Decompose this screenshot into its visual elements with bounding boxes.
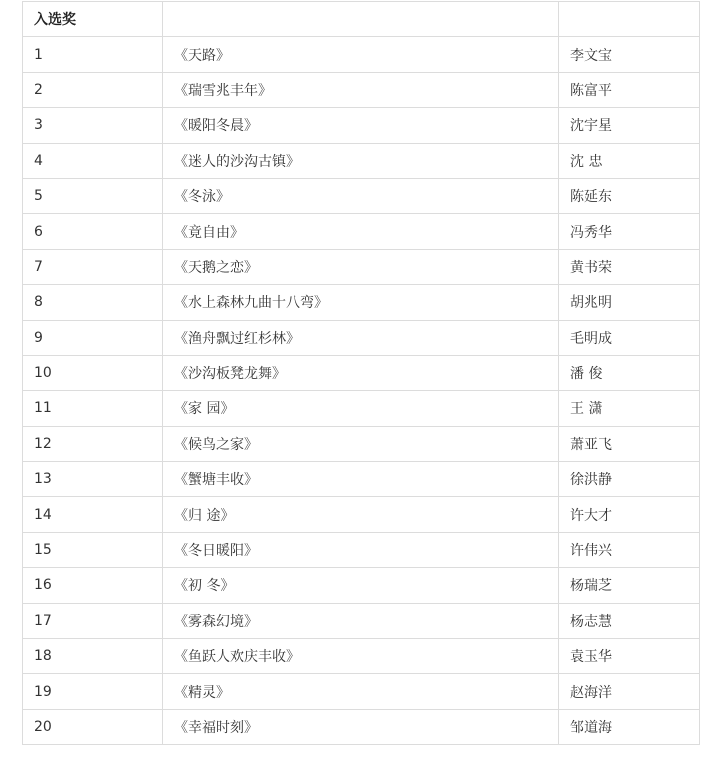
entry-author: 萧亚飞 (559, 426, 700, 461)
entry-number: 18 (23, 639, 163, 674)
entry-number: 9 (23, 320, 163, 355)
entry-author: 潘 俊 (559, 355, 700, 390)
entry-number: 1 (23, 37, 163, 72)
entry-author: 徐洪静 (559, 462, 700, 497)
entry-number: 4 (23, 143, 163, 178)
table-row (23, 108, 700, 143)
entry-title: 《水上森林九曲十八弯》 (163, 285, 559, 320)
table-row (23, 214, 700, 249)
table-row (23, 37, 700, 72)
entry-number: 2 (23, 72, 163, 107)
entry-number: 11 (23, 391, 163, 426)
table-header-row (23, 2, 700, 37)
table-row (23, 249, 700, 284)
entry-number: 16 (23, 568, 163, 603)
entry-author: 许伟兴 (559, 532, 700, 567)
table-row (23, 462, 700, 497)
award-table (22, 1, 700, 745)
entry-number: 13 (23, 462, 163, 497)
entry-title: 《迷人的沙沟古镇》 (163, 143, 559, 178)
entry-author: 黄书荣 (559, 249, 700, 284)
entry-number: 3 (23, 108, 163, 143)
entry-author: 袁玉华 (559, 639, 700, 674)
entry-number: 12 (23, 426, 163, 461)
entry-title: 《鱼跃人欢庆丰收》 (163, 639, 559, 674)
entry-author: 毛明成 (559, 320, 700, 355)
table-body (23, 2, 700, 745)
table-row (23, 178, 700, 213)
header-award-category: 入选奖 (23, 2, 163, 37)
table-row (23, 143, 700, 178)
entry-title: 《竟自由》 (163, 214, 559, 249)
header-empty-cell-title (163, 2, 559, 37)
entry-number: 7 (23, 249, 163, 284)
entry-title: 《初 冬》 (163, 568, 559, 603)
table-row (23, 355, 700, 390)
entry-title: 《瑞雪兆丰年》 (163, 72, 559, 107)
entry-number: 15 (23, 532, 163, 567)
entry-title: 《冬泳》 (163, 178, 559, 213)
table-row (23, 285, 700, 320)
entry-title: 《家 园》 (163, 391, 559, 426)
entry-title: 《沙沟板凳龙舞》 (163, 355, 559, 390)
table-row (23, 674, 700, 709)
entry-number: 19 (23, 674, 163, 709)
table-row (23, 709, 700, 744)
entry-author: 陈延东 (559, 178, 700, 213)
entry-number: 20 (23, 709, 163, 744)
entry-author: 赵海洋 (559, 674, 700, 709)
entry-author: 许大才 (559, 497, 700, 532)
entry-author: 李文宝 (559, 37, 700, 72)
entry-author: 冯秀华 (559, 214, 700, 249)
entry-number: 5 (23, 178, 163, 213)
entry-title: 《天鹅之恋》 (163, 249, 559, 284)
entry-title: 《渔舟飘过红杉林》 (163, 320, 559, 355)
table-row (23, 72, 700, 107)
entry-author: 沈 忠 (559, 143, 700, 178)
entry-title: 《精灵》 (163, 674, 559, 709)
entry-author: 王 潇 (559, 391, 700, 426)
table-row (23, 497, 700, 532)
entry-title: 《候鸟之家》 (163, 426, 559, 461)
entry-author: 沈宇星 (559, 108, 700, 143)
entry-number: 17 (23, 603, 163, 638)
entry-title: 《天路》 (163, 37, 559, 72)
entry-title: 《冬日暖阳》 (163, 532, 559, 567)
entry-title: 《雾森幻境》 (163, 603, 559, 638)
entry-number: 10 (23, 355, 163, 390)
entry-title: 《归 途》 (163, 497, 559, 532)
entry-title: 《暖阳冬晨》 (163, 108, 559, 143)
table-row (23, 568, 700, 603)
entry-author: 胡兆明 (559, 285, 700, 320)
table-row (23, 532, 700, 567)
entry-author: 杨瑞芝 (559, 568, 700, 603)
table-row (23, 320, 700, 355)
entry-author: 陈富平 (559, 72, 700, 107)
entry-number: 14 (23, 497, 163, 532)
entry-number: 6 (23, 214, 163, 249)
entry-author: 邹道海 (559, 709, 700, 744)
header-empty-cell-author (559, 2, 700, 37)
entry-title: 《幸福时刻》 (163, 709, 559, 744)
table-row (23, 603, 700, 638)
entry-title: 《蟹塘丰收》 (163, 462, 559, 497)
table-row (23, 426, 700, 461)
table-row (23, 391, 700, 426)
entry-author: 杨志慧 (559, 603, 700, 638)
entry-number: 8 (23, 285, 163, 320)
table-row (23, 639, 700, 674)
